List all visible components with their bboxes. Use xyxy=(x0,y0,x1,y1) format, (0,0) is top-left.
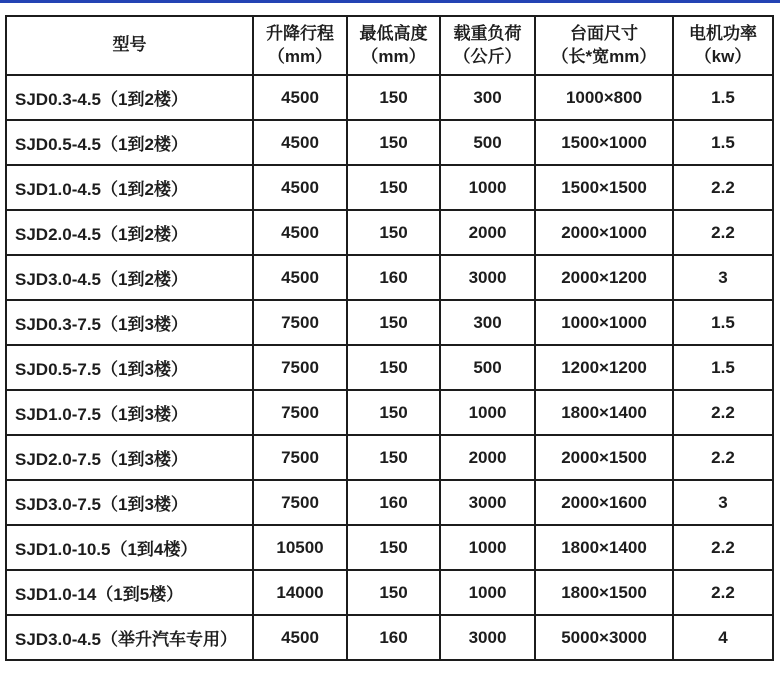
model-cell: SJD3.0-7.5（1到3楼） xyxy=(6,480,253,525)
value-cell: 2.2 xyxy=(673,210,773,255)
header-line1: 升降行程 xyxy=(266,24,334,44)
value-cell: 1500×1500 xyxy=(535,165,673,210)
header-line2: （mm） xyxy=(267,46,333,66)
value-cell: 7500 xyxy=(253,435,347,480)
header-cell xyxy=(6,16,253,75)
value-cell: 2000 xyxy=(440,435,535,480)
value-cell: 3 xyxy=(673,255,773,300)
value-cell: 150 xyxy=(347,345,440,390)
value-cell: 160 xyxy=(347,615,440,660)
table-row xyxy=(6,75,773,120)
model-cell: SJD0.5-4.5（1到2楼） xyxy=(6,120,253,165)
value-cell: 4 xyxy=(673,615,773,660)
value-cell: 4500 xyxy=(253,255,347,300)
header-line2: （mm） xyxy=(361,46,426,66)
value-cell: 2.2 xyxy=(673,570,773,615)
model-cell: SJD2.0-7.5（1到3楼） xyxy=(6,435,253,480)
value-cell: 150 xyxy=(347,165,440,210)
value-cell: 500 xyxy=(440,120,535,165)
header-line2: （公斤） xyxy=(453,46,522,66)
table-row xyxy=(6,525,773,570)
table-row xyxy=(6,345,773,390)
value-cell: 3000 xyxy=(440,615,535,660)
header-line1: 载重负荷 xyxy=(453,24,522,44)
value-cell: 1000×1000 xyxy=(535,300,673,345)
header-line2: （kw） xyxy=(694,46,752,66)
value-cell: 2000×1500 xyxy=(535,435,673,480)
value-cell: 150 xyxy=(347,210,440,255)
table-row xyxy=(6,165,773,210)
value-cell: 500 xyxy=(440,345,535,390)
header-row xyxy=(6,16,773,75)
value-cell: 2000×1000 xyxy=(535,210,673,255)
table-body xyxy=(6,75,773,660)
value-cell: 1.5 xyxy=(673,120,773,165)
model-cell: SJD1.0-10.5（1到4楼） xyxy=(6,525,253,570)
model-cell: SJD2.0-4.5（1到2楼） xyxy=(6,210,253,255)
model-cell: SJD3.0-4.5（举升汽车专用） xyxy=(6,615,253,660)
value-cell: 1000 xyxy=(440,570,535,615)
table-row xyxy=(6,615,773,660)
model-cell: SJD1.0-4.5（1到2楼） xyxy=(6,165,253,210)
value-cell: 7500 xyxy=(253,480,347,525)
header-cell xyxy=(535,16,673,75)
value-cell: 1200×1200 xyxy=(535,345,673,390)
table-row xyxy=(6,255,773,300)
spec-table-container xyxy=(5,15,773,661)
value-cell: 1800×1500 xyxy=(535,570,673,615)
table-row xyxy=(6,390,773,435)
spec-table xyxy=(5,15,774,661)
header-line1: 电机功率 xyxy=(689,24,757,44)
value-cell: 2.2 xyxy=(673,390,773,435)
value-cell: 150 xyxy=(347,120,440,165)
header-line1: 最低高度 xyxy=(359,24,428,44)
header-line2: （长*宽mm） xyxy=(551,46,657,66)
header-cell xyxy=(253,16,347,75)
value-cell: 150 xyxy=(347,435,440,480)
value-cell: 7500 xyxy=(253,390,347,435)
value-cell: 10500 xyxy=(253,525,347,570)
table-row xyxy=(6,300,773,345)
top-accent-line xyxy=(0,0,780,3)
table-row xyxy=(6,435,773,480)
value-cell: 2000×1200 xyxy=(535,255,673,300)
value-cell: 5000×3000 xyxy=(535,615,673,660)
value-cell: 14000 xyxy=(253,570,347,615)
value-cell: 7500 xyxy=(253,300,347,345)
model-cell: SJD1.0-7.5（1到3楼） xyxy=(6,390,253,435)
value-cell: 4500 xyxy=(253,120,347,165)
value-cell: 150 xyxy=(347,570,440,615)
value-cell: 2000 xyxy=(440,210,535,255)
value-cell: 3000 xyxy=(440,480,535,525)
value-cell: 1800×1400 xyxy=(535,390,673,435)
value-cell: 1000 xyxy=(440,525,535,570)
value-cell: 4500 xyxy=(253,210,347,255)
value-cell: 160 xyxy=(347,255,440,300)
value-cell: 300 xyxy=(440,75,535,120)
value-cell: 2.2 xyxy=(673,525,773,570)
value-cell: 1500×1000 xyxy=(535,120,673,165)
value-cell: 3 xyxy=(673,480,773,525)
model-cell: SJD0.5-7.5（1到3楼） xyxy=(6,345,253,390)
value-cell: 300 xyxy=(440,300,535,345)
value-cell: 3000 xyxy=(440,255,535,300)
header-cell xyxy=(347,16,440,75)
value-cell: 1000 xyxy=(440,165,535,210)
table-row xyxy=(6,480,773,525)
value-cell: 4500 xyxy=(253,75,347,120)
value-cell: 4500 xyxy=(253,165,347,210)
value-cell: 160 xyxy=(347,480,440,525)
value-cell: 150 xyxy=(347,75,440,120)
value-cell: 1.5 xyxy=(673,300,773,345)
value-cell: 150 xyxy=(347,390,440,435)
model-cell: SJD3.0-4.5（1到2楼） xyxy=(6,255,253,300)
value-cell: 1800×1400 xyxy=(535,525,673,570)
header-line1: 型号 xyxy=(112,35,147,55)
header-line1: 台面尺寸 xyxy=(570,24,638,44)
table-row xyxy=(6,120,773,165)
value-cell: 2000×1600 xyxy=(535,480,673,525)
table-row xyxy=(6,210,773,255)
value-cell: 150 xyxy=(347,300,440,345)
value-cell: 1000×800 xyxy=(535,75,673,120)
header-cell xyxy=(440,16,535,75)
value-cell: 1.5 xyxy=(673,75,773,120)
value-cell: 4500 xyxy=(253,615,347,660)
model-cell: SJD0.3-7.5（1到3楼） xyxy=(6,300,253,345)
value-cell: 7500 xyxy=(253,345,347,390)
value-cell: 2.2 xyxy=(673,165,773,210)
header-cell xyxy=(673,16,773,75)
value-cell: 150 xyxy=(347,525,440,570)
value-cell: 2.2 xyxy=(673,435,773,480)
model-cell: SJD1.0-14（1到5楼） xyxy=(6,570,253,615)
model-cell: SJD0.3-4.5（1到2楼） xyxy=(6,75,253,120)
value-cell: 1000 xyxy=(440,390,535,435)
table-row xyxy=(6,570,773,615)
value-cell: 1.5 xyxy=(673,345,773,390)
